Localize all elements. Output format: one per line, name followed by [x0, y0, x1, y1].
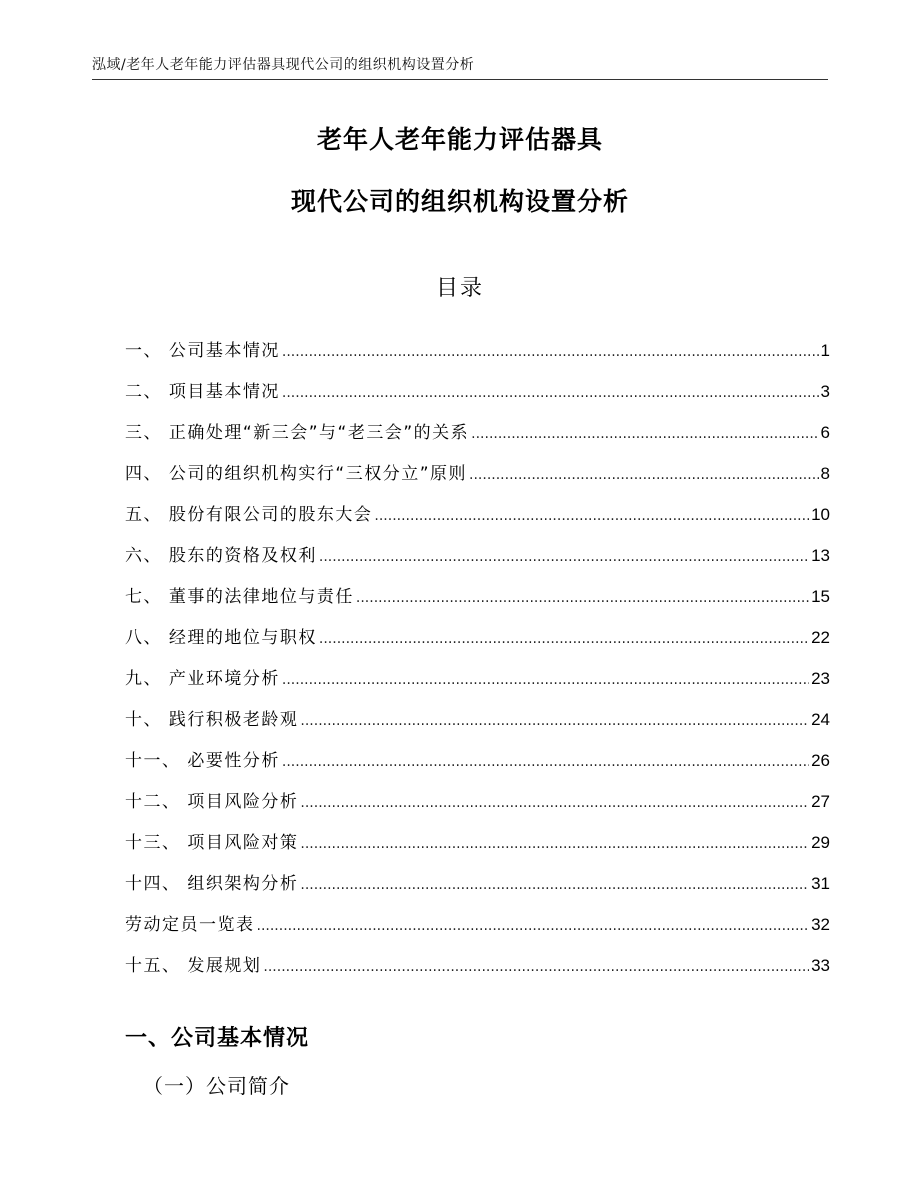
toc-entry-page: 31	[811, 874, 830, 893]
toc-leader-dots	[374, 505, 809, 525]
toc-entry-label: 五、 股份有限公司的股东大会	[125, 505, 373, 525]
toc-entry-page: 13	[811, 546, 830, 565]
toc-entry[interactable]	[125, 812, 830, 853]
toc-entry[interactable]	[125, 689, 830, 730]
toc-entry-label: 一、 公司基本情况	[125, 341, 280, 361]
toc-entry[interactable]	[125, 648, 830, 689]
running-header: 泓域/老年人老年能力评估器具现代公司的组织机构设置分析	[92, 57, 475, 73]
toc-entry-page: 26	[811, 751, 830, 770]
toc-entry[interactable]	[125, 443, 830, 484]
toc-entry[interactable]	[125, 484, 830, 525]
toc-leader-dots	[319, 546, 809, 566]
toc-entry-page: 23	[811, 669, 830, 688]
subsection-heading: （一）公司简介	[143, 1074, 290, 1098]
toc-leader-dots	[300, 833, 809, 853]
toc-entry-page: 15	[811, 587, 830, 606]
toc-leader-dots	[300, 710, 809, 730]
toc-entry-label: 九、 产业环境分析	[125, 669, 280, 689]
toc-entry[interactable]	[125, 525, 830, 566]
toc-leader-dots	[319, 628, 809, 648]
toc-entry[interactable]	[125, 853, 830, 894]
toc-entry-label: 三、 正确处理“新三会”与“老三会”的关系	[125, 423, 470, 443]
table-of-contents	[125, 320, 830, 976]
toc-entry-page: 29	[811, 833, 830, 852]
toc-heading: 目录	[435, 276, 484, 301]
toc-entry[interactable]	[125, 361, 830, 402]
toc-entry-page: 22	[811, 628, 830, 647]
toc-leader-dots	[471, 423, 818, 443]
header-divider	[92, 79, 828, 80]
toc-leader-dots	[282, 341, 819, 361]
toc-leader-dots	[282, 382, 819, 402]
toc-entry[interactable]	[125, 607, 830, 648]
toc-entry-page: 27	[811, 792, 830, 811]
toc-leader-dots	[257, 915, 810, 935]
toc-entry-label: 十、 践行积极老龄观	[125, 710, 299, 730]
toc-entry-label: 十四、 组织架构分析	[125, 874, 299, 894]
toc-entry[interactable]	[125, 320, 830, 361]
toc-entry-page: 33	[811, 956, 830, 975]
toc-entry-label: 八、 经理的地位与职权	[125, 628, 317, 648]
toc-entry[interactable]	[125, 894, 830, 935]
toc-leader-dots	[282, 669, 809, 689]
toc-entry-label: 劳动定员一览表	[125, 915, 255, 935]
toc-entry-page: 1	[820, 341, 830, 360]
toc-entry-page: 8	[820, 464, 830, 483]
toc-entry[interactable]	[125, 566, 830, 607]
toc-entry[interactable]	[125, 402, 830, 443]
toc-leader-dots	[469, 464, 819, 484]
toc-leader-dots	[300, 874, 809, 894]
toc-entry-label: 十二、 项目风险分析	[125, 792, 299, 812]
toc-entry-label: 七、 董事的法律地位与责任	[125, 587, 354, 607]
toc-entry[interactable]	[125, 935, 830, 976]
toc-entry-label: 十三、 项目风险对策	[125, 833, 299, 853]
toc-entry-label: 六、 股东的资格及权利	[125, 546, 317, 566]
toc-leader-dots	[356, 587, 809, 607]
toc-entry[interactable]	[125, 771, 830, 812]
toc-leader-dots	[263, 956, 809, 976]
toc-entry-page: 3	[820, 382, 830, 401]
toc-entry-label: 二、 项目基本情况	[125, 382, 280, 402]
toc-entry-label: 十一、 必要性分析	[125, 751, 280, 771]
toc-entry-page: 24	[811, 710, 830, 729]
document-title-line-2: 现代公司的组织机构设置分析	[290, 187, 629, 216]
toc-entry-page: 32	[811, 915, 830, 934]
toc-entry-page: 6	[820, 423, 830, 442]
toc-entry-page: 10	[811, 505, 830, 524]
toc-entry-label: 四、 公司的组织机构实行“三权分立”原则	[125, 464, 468, 484]
section-heading: 一、公司基本情况	[125, 1026, 310, 1051]
document-title-line-1: 老年人老年能力评估器具	[316, 125, 603, 154]
toc-leader-dots	[300, 792, 809, 812]
toc-leader-dots	[282, 751, 809, 771]
toc-entry[interactable]	[125, 730, 830, 771]
toc-entry-label: 十五、 发展规划	[125, 956, 262, 976]
